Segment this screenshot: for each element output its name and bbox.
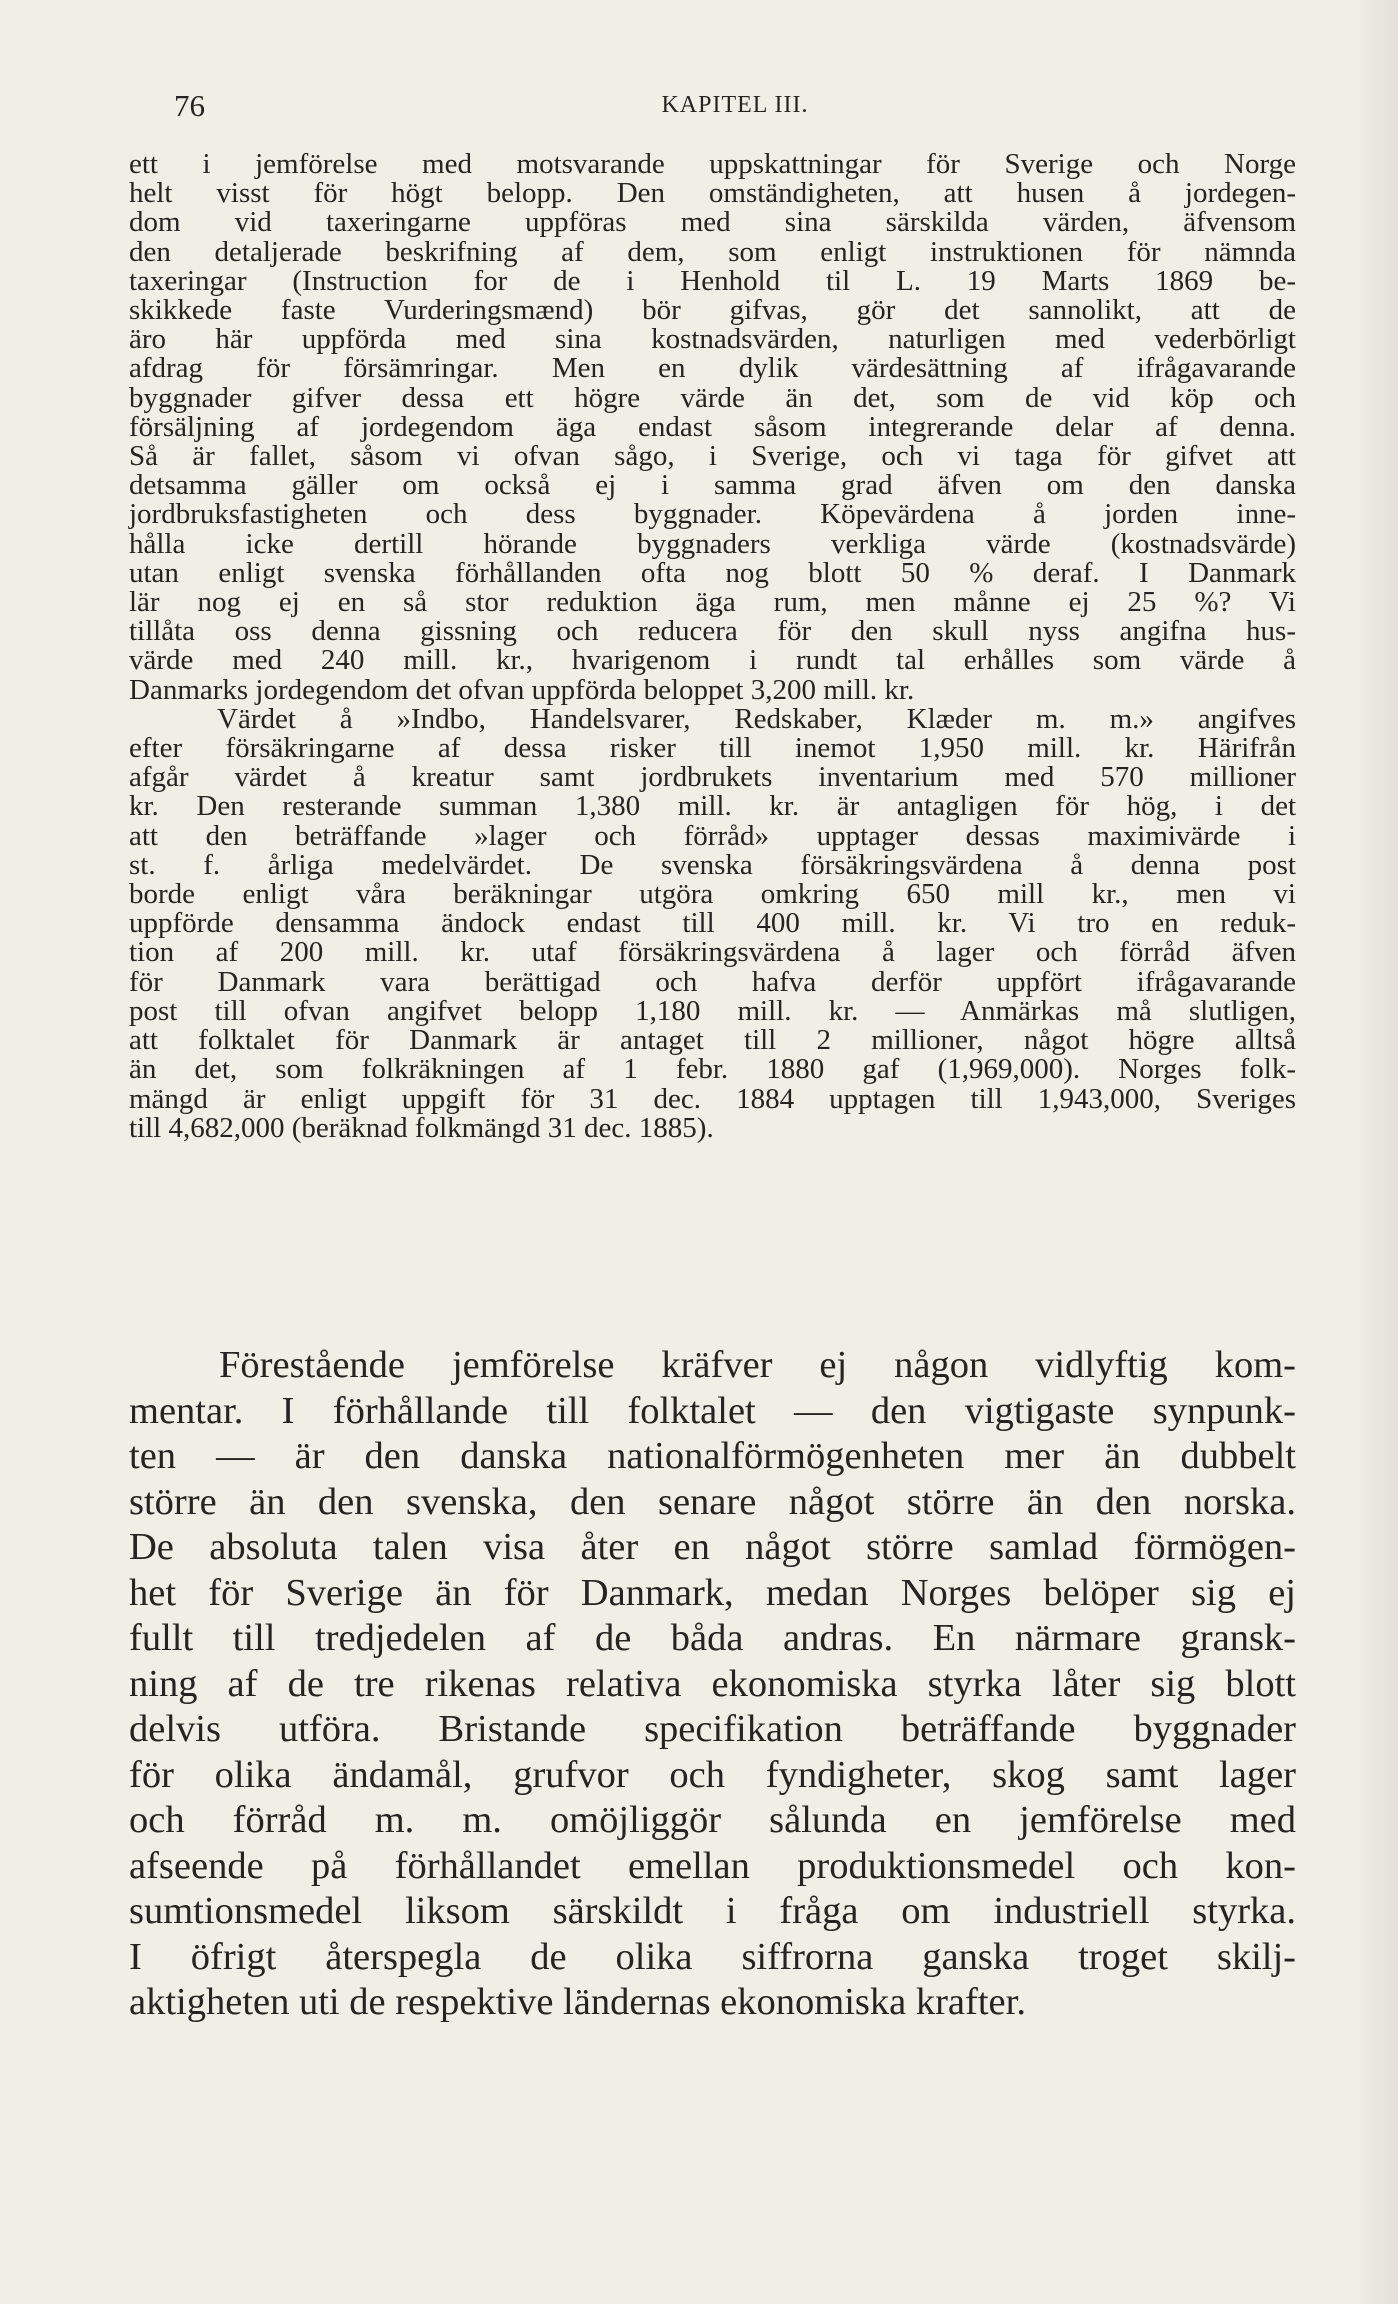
text-line: detsamma gäller om också ej i samma grad äfven om den danska [129,469,1296,502]
text-line: De absoluta talen visa åter en något större samlad förmögen- [129,1526,1296,1568]
text-line: afdrag för försämringar. Men en dylik värdesättning af ifrågavarande [129,352,1296,385]
text-line: jordbruksfastigheten och dess byggnader. Köpevärdena å jorden inne- [129,498,1296,531]
text-line: ten — är den danska nationalförmögenheten mer än dubbelt [129,1435,1296,1477]
text-line: för olika ändamål, grufvor och fyndigheter, skog samt lager [129,1753,1296,1796]
text-line: taxeringar (Instruction for de i Henhold til L. 19 Marts 1869 be- [129,264,1296,297]
text-line: byggnader gifver dessa ett högre värde än det, som de vid köp och [129,381,1296,414]
text-line: Så är fallet, såsom vi ofvan sågo, i Sverige, och vi taga för gifvet att [129,440,1296,473]
text-line: delvis utföra. Bristande specifikation beträffande byggnader [129,1708,1296,1750]
page-number: 76 [174,88,205,123]
text-line: sumtionsmedel liksom särskildt i fråga om industriell styrka. [129,1890,1296,1932]
text-line: ett i jemförelse med motsvarande uppskattningar för Sverige och Norge [129,148,1296,180]
text-line: mängd är enligt uppgift för 31 dec. 1884 upptagen till 1,943,000, Sveriges [129,1082,1296,1115]
page-header [174,88,1296,128]
text-line: lär nog ej en så stor reduktion äga rum, men månne ej 25 %? Vi [129,586,1296,619]
text-line: skikkede faste Vurderingsmænd) bör gifvas, gör det sannolikt, att de [129,294,1296,327]
text-line: I öfrigt återspegla de olika siffrorna ganska troget skilj- [129,1935,1296,1978]
text-line: och förråd m. m. omöjliggör sålunda en jemförelse med [129,1799,1296,1841]
text-line: till 4,682,000 (beräknad folkmängd 31 dec. 1885). [129,1111,714,1144]
text-line: tion af 200 mill. kr. utaf försäkringsvärdena å lager och förråd äfven [129,936,1296,969]
text-line: borde enligt våra beräkningar utgöra omkring 650 mill kr., men vi [129,878,1296,911]
text-line: dom vid taxeringarne uppföras med sina särskilda värden, äfvensom [129,206,1296,239]
text-line: st. f. årliga medelvärdet. De svenska försäkringsvärdena å denna post [129,848,1296,881]
text-line: afgår värdet å kreatur samt jordbrukets inventarium med 570 millioner [129,761,1296,794]
text-line: för Danmark vara berättigad och hafva derför uppfört ifrågavarande [129,965,1296,998]
text-line: tillåta oss denna gissning och reducera för den skull nyss angifna hus- [129,615,1296,648]
text-line: Danmarks jordegendom det ofvan uppförda beloppet 3,200 mill. kr. [129,673,915,706]
text-line: den detaljerade beskrifning af dem, som enligt instruktionen för nämnda [129,235,1296,268]
text-line: het för Sverige än för Danmark, medan Norges belöper sig ej [129,1571,1296,1614]
text-line: äro här uppförda med sina kostnadsvärden, naturligen med vederbörligt [129,323,1296,356]
text-line: utan enligt svenska förhållanden ofta nog blott 50 % deraf. I Danmark [129,556,1296,589]
text-line: att den beträffande »lager och förråd» upptager dessas maximivärde i [129,819,1296,852]
text-line: mentar. I förhållande till folktalet — den vigtigaste synpunk- [129,1389,1296,1432]
footnote-text [129,150,1296,1143]
text-line: att folktalet för Danmark är antaget till 2 millioner, något högre alltså [129,1024,1296,1057]
text-line: värde med 240 mill. kr., hvarigenom i rundt tal erhålles som värde å [129,644,1296,677]
body-text [129,1343,1296,2026]
text-line: Värdet å »Indbo, Handelsvarer, Redskaber, Klæder m. m.» angifves [217,702,1296,735]
text-line: än det, som folkräkningen af 1 febr. 1880 gaf (1,969,000). Norges folk- [129,1053,1296,1086]
text-line: aktigheten uti de respektive ländernas ekonomiska krafter. [129,1981,1026,2023]
text-line: post till ofvan angifvet belopp 1,180 mill. kr. — Anmärkas må slutligen, [129,994,1296,1027]
text-line: uppförde densamma ändock endast till 400 mill. kr. Vi tro en reduk- [129,907,1296,940]
running-head: KAPITEL III. [661,92,809,118]
text-line: större än den svenska, den senare något större än den norska. [129,1480,1296,1523]
text-line: Förestående jemförelse kräfver ej någon vidlyftig kom- [219,1344,1296,1386]
text-line: kr. Den resterande summan 1,380 mill. kr. är antagligen för hög, i det [129,790,1296,823]
text-line: hålla icke dertill hörande byggnaders verkliga värde (kostnadsvärde) [129,527,1296,560]
text-line: helt visst för högt belopp. Den omständigheten, att husen å jordegen- [129,177,1296,210]
text-line: ning af de tre rikenas relativa ekonomiska styrka låter sig blott [129,1662,1296,1705]
text-line: efter försäkringarne af dessa risker till inemot 1,950 mill. kr. Härifrån [129,732,1296,765]
text-line: försäljning af jordegendom äga endast såsom integrerande delar af denna. [129,410,1296,443]
text-line: fullt till tredjedelen af de båda andras. En närmare gransk- [129,1617,1296,1659]
text-line: afseende på förhållandet emellan produktionsmedel och kon- [129,1844,1296,1887]
